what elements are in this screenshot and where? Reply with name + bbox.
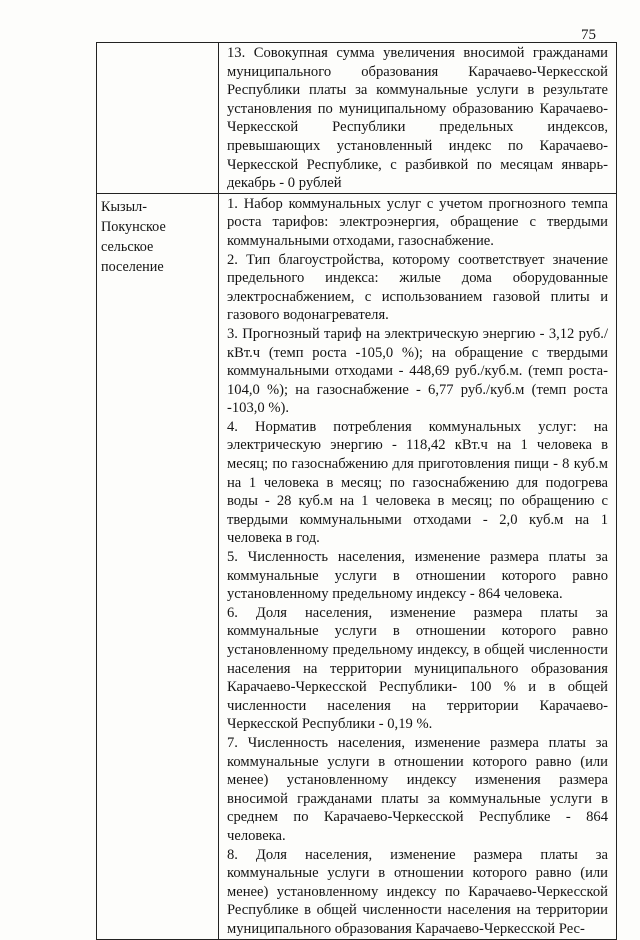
table-cell-indicators <box>219 43 617 194</box>
indicator-paragraph-7: 7. Численность населения, изменение размера платы за коммунальные услуги в отношении которого равно (или менее) установленному индексу изменения размера вносимой гражданами платы за коммунальные услуги в среднем по Карачаево-Черкесской Республике - 864 человека. <box>227 734 608 844</box>
table-cell-indicators <box>219 193 617 939</box>
indicator-table <box>96 42 617 940</box>
indicator-paragraph-1: 1. Набор коммунальных услуг с учетом прогнозного темпа роста тарифов: электроэнергия, обращение с твердыми коммунальными отходами, газоснабжение. <box>227 195 608 249</box>
municipality-name: Кызыл- Покунское сельское поселение <box>101 198 166 275</box>
indicator-paragraph-6: 6. Доля населения, изменение размера платы за коммунальные услуги в отношении которого равно установленному предельному индексу, в общей численности населения на территории муниципального образования Карачаево-Черкесской Республики- 100 % и в общей численности населения на территории Карачаево-Черкесской Республики - 0,19 %. <box>227 604 608 733</box>
table-cell-municipality <box>97 193 219 939</box>
indicator-paragraph-2: 2. Тип благоустройства, которому соответствует значение предельного индекса: жилые дома оборудованные электроснабжением, с использованием газовой плиты и газового водонагревателя. <box>227 251 608 324</box>
indicator-paragraph-3: 3. Прогнозный тариф на электрическую энергию - 3,12 руб./кВт.ч (темп роста -105,0 %); на обращение с твердыми коммунальными отходами - 448,69 руб./куб.м. (темп роста- 104,0 %); на газоснабжение - 6,77 руб./куб.м (темп роста -103,0 %). <box>227 325 608 417</box>
table-row <box>97 193 617 939</box>
indicator-paragraph-4: 4. Норматив потребления коммунальных услуг: на электрическую энергию - 118,42 кВт.ч на 1 человека в месяц; по газоснабжению для приготовления пищи - 8 куб.м на 1 человека в месяц; по газоснабжению для подогрева воды - 28 куб.м на 1 человека в месяц; по обращению с твердыми коммунальными отходами - 2,0 куб.м на 1 человека в год. <box>227 418 608 547</box>
table-row <box>97 43 617 194</box>
indicator-paragraph-13: 13. Совокупная сумма увеличения вносимой гражданами муниципального образования Карачаево-Черкесской Республики платы за коммунальные услуги в результате установления по муниципальному образованию Карачаево-Черкесской Республики предельных индексов, превышающих установленный индекс по Карачаево-Черкесской Республике, с разбивкой по месяцам январь-декабрь - 0 рублей <box>227 45 608 192</box>
indicator-paragraph-5: 5. Численность населения, изменение размера платы за коммунальные услуги в отношении которого равно установленному предельному индексу - 864 человека. <box>227 549 608 603</box>
table-cell-municipality-empty <box>97 43 219 194</box>
page-number: 75 <box>581 27 596 43</box>
indicator-paragraph-8: 8. Доля населения, изменение размера платы за коммунальные услуги в отношении которого равно (или менее) установленному индексу по Карачаево-Черкесской Республике в общей численности населения на территории муниципального образования Карачаево-Черкесской Рес- <box>227 846 608 937</box>
